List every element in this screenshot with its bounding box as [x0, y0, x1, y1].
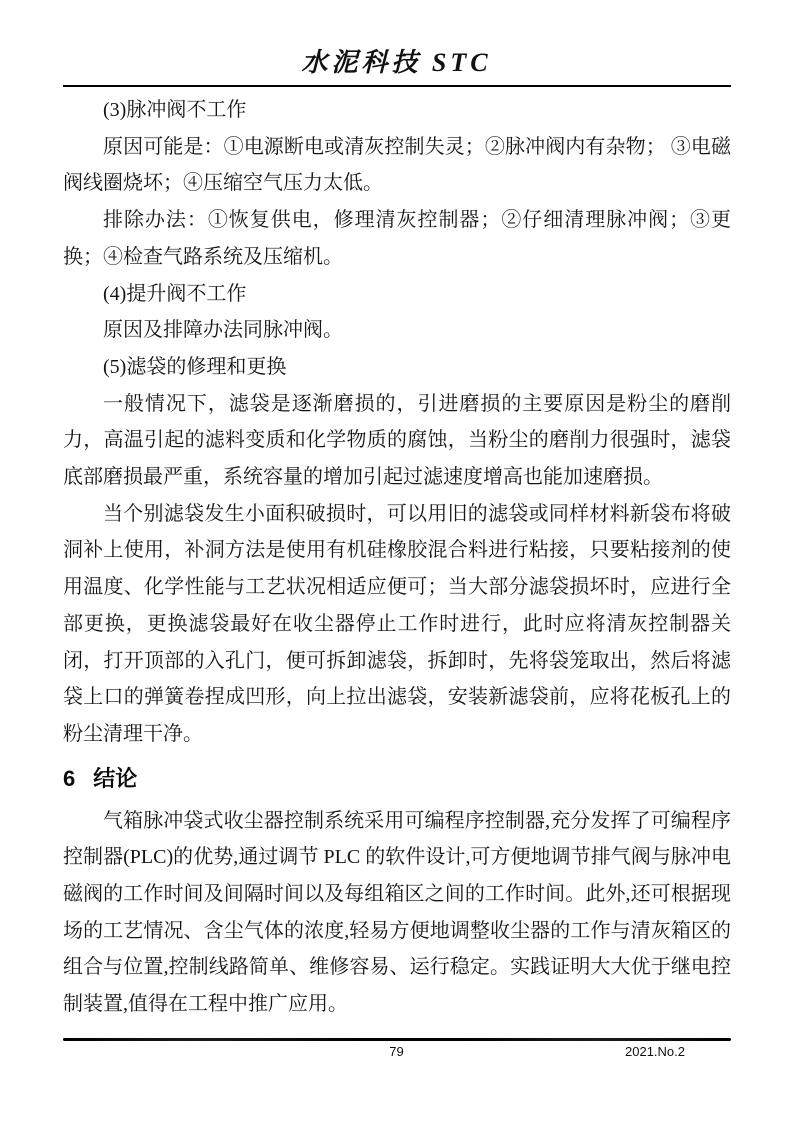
document-body [63, 92, 731, 1023]
section-heading-conclusion [63, 759, 731, 799]
paragraph-filter-bag-repair: 当个别滤袋发生小面积破损时，可以用旧的滤袋或同样材料新袋布将破洞补上使用，补洞方法是使用有机硅橡胶混合料进行粘接，只要粘接剂的使用温度、化学性能与工艺状况相适应便可；当大部分滤袋损坏时，应进行全部更换，更换滤袋最好在收尘器停止工作时进行，此时应将清灰控制器关闭，打开顶部的入孔门，便可拆卸滤袋，拆卸时，先将袋笼取出，然后将滤袋上口的弹簧卷捏成凹形，向上拉出滤袋，安装新滤袋前，应将花板孔上的粉尘清理干净。 [63, 502, 731, 745]
paragraph-filter-bag-heading: (5)滤袋的修理和更换 [103, 355, 287, 378]
paragraph-pulse-valve-remedies: 排除办法：①恢复供电，修理清灰控制器；②仔细清理脉冲阀；③更换；④检查气路系统及压缩机。 [63, 209, 731, 268]
page-number: 79 [389, 1044, 404, 1059]
issue-number: 2021.No.2 [625, 1044, 685, 1059]
paragraph-filter-bag-wear: 一般情况下，滤袋是逐渐磨损的，引进磨损的主要原因是粉尘的磨削力，高温引起的滤料变质和化学物质的腐蚀，当粉尘的磨削力很强时，滤袋底部磨损最严重，系统容量的增加引起过滤速度增高也能加速磨损。 [63, 392, 731, 489]
paragraph-pulse-valve-causes: 原因可能是：①电源断电或清灰控制失灵；②脉冲阀内有杂物； ③电磁阀线圈烧坏；④压缩空气压力太低。 [63, 135, 731, 195]
paragraph-lift-valve-heading: (4)提升阀不工作 [103, 282, 247, 305]
paragraph-conclusion: 气箱脉冲袋式收尘器控制系统采用可编程序控制器,充分发挥了可编程序控制器(PLC)的优势,通过调节 PLC 的软件设计,可方便地调节排气阀与脉冲电磁阀的工作时间及间隔时间以及每组箱区之间的工作时间。此外,还可根据现场的工艺情况、含尘气体的浓度,轻易方便地调整收尘器的工作与清灰箱区的组合与位置,控制线路简单、维修容易、运行稳定。实践证明大大优于继电控制装置,值得在工程中推广应用。 [63, 809, 731, 1016]
paragraph-lift-valve-remedy: 原因及排障办法同脉冲阀。 [103, 319, 343, 342]
header-rule [63, 85, 731, 87]
journal-title: 水泥科技 STC [301, 48, 492, 77]
section-title: 结论 [93, 765, 138, 791]
footer-rule [63, 1038, 731, 1041]
section-number: 6 [63, 765, 76, 791]
paragraph-pulse-valve-heading: (3)脉冲阀不工作 [103, 99, 247, 121]
